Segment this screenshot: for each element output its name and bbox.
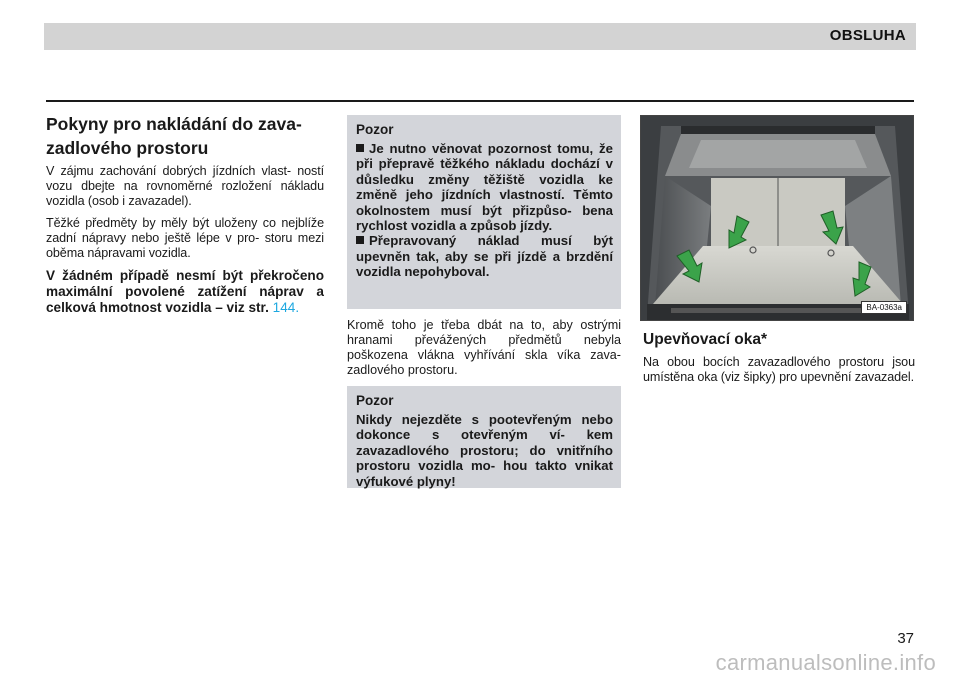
paragraph-heating-wires: Kromě toho je třeba dbát na to, aby ostrými hranami převážených předmětů nebyla poškozena vlákna vyhřívání skla víka zava- zadlového prostoru. xyxy=(347,318,621,377)
subsection-heading: Upevňovací oka* xyxy=(643,331,768,348)
section-rule xyxy=(46,100,914,102)
max-load-text: V žádném případě nesmí být překročeno maximální povolené zatížení náprav a celková hmotnost vozidla – viz str. xyxy=(46,268,324,315)
right-column xyxy=(643,330,915,392)
section-heading: Pokyny pro nakládání do zava- zadlového prostoru xyxy=(46,114,302,158)
warning-title: Pozor xyxy=(356,122,394,137)
trunk-drawing xyxy=(641,116,914,321)
page-ref-link[interactable]: 144. xyxy=(272,300,300,315)
page-number: 37 xyxy=(897,630,914,647)
watermark: carmanualsonline.info xyxy=(715,650,936,675)
header-title: OBSLUHA xyxy=(829,27,906,44)
warning-item-text: Je nutno věnovat pozornost tomu, že při přepravě těžkého nákladu dochází v důsledku změny těžiště vozidla ke změně jeho jízdních vlastností. Těmto okolnostem musí být přizpůso- bena rychlost vozidla a způsob jízdy. xyxy=(356,141,613,234)
left-column xyxy=(46,112,324,316)
warning-item xyxy=(356,233,613,279)
warning-item xyxy=(356,141,613,233)
bullet-icon xyxy=(356,144,364,152)
warning-title: Pozor xyxy=(356,393,394,408)
warning-box-load xyxy=(347,115,621,309)
header-bar xyxy=(44,23,916,50)
trunk-illustration xyxy=(640,115,914,321)
warning-box-exhaust xyxy=(347,386,621,488)
paragraph-heavy-items: Těžké předměty by měly být uloženy co nejblíže zadní nápravy nebo ještě lépe v pro- storu mezi oběma nápravami vozidla. xyxy=(46,216,324,260)
paragraph-tie-down-rings: Na obou bocích zavazadlového prostoru jsou umístěna oka (viz šipky) pro upevnění zavazadel. xyxy=(643,355,915,384)
bullet-icon xyxy=(356,236,364,244)
warning-item-text: Přepravovaný náklad musí být upevněn tak, aby se při jízdě a brzdění vozidla nepohyboval. xyxy=(356,233,613,280)
paragraph-max-load xyxy=(46,268,324,316)
warning-text: Nikdy nejezděte s pootevřeným nebo dokonce s otevřeným ví- kem zavazadlového prostoru; do vnitřního prostoru vozidla mo- hou takto vnikat výfukové plyny! xyxy=(356,412,613,489)
figure-label: BA-0363a xyxy=(861,301,907,314)
paragraph-weight-distribution: V zájmu zachování dobrých jízdních vlast- ností vozu dbejte na rovnoměrné rozložení nákladu vozidla (osob i zavazadel). xyxy=(46,164,324,208)
